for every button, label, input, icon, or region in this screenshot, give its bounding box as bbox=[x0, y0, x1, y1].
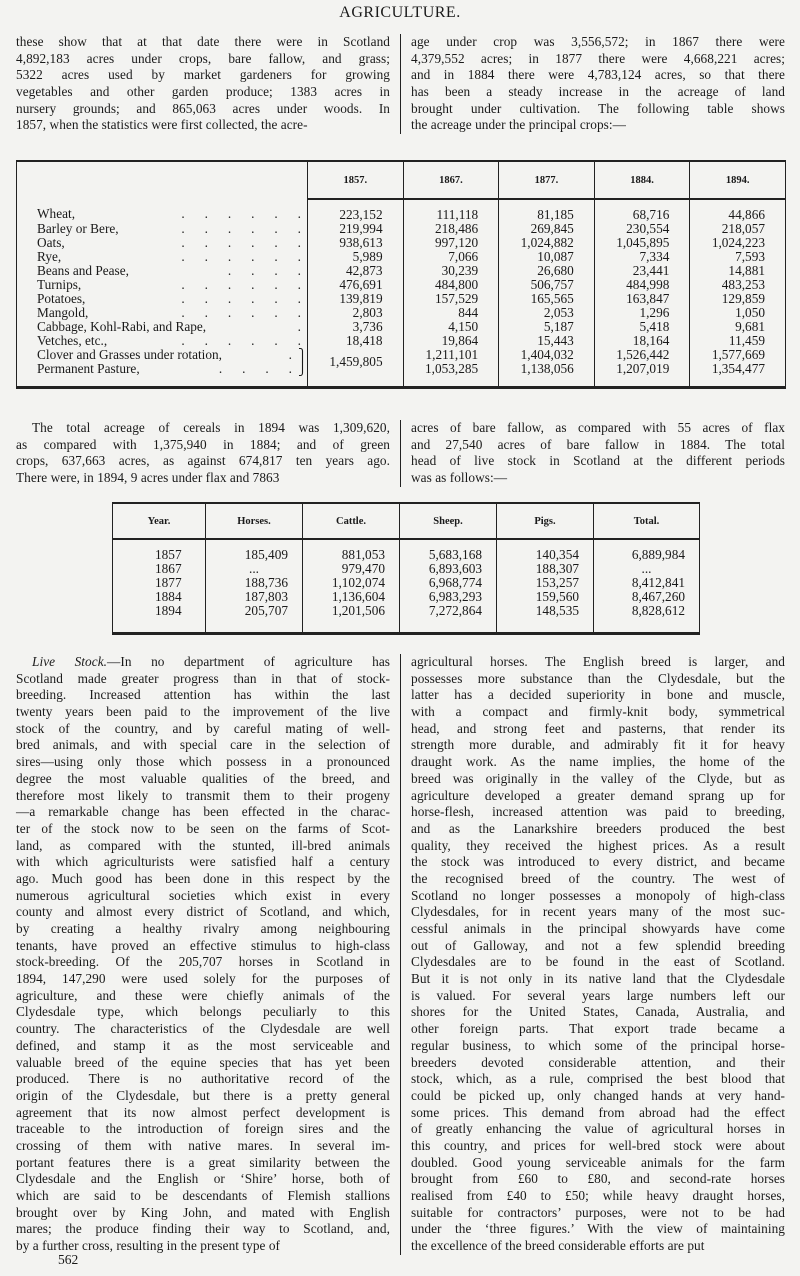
crop-value-cell: 938,613 bbox=[308, 236, 404, 250]
crop-value-cell: 1,526,442 bbox=[594, 348, 690, 362]
leader-dots: . bbox=[288, 347, 292, 362]
text-line: breeders devoted considerable attention, and their bbox=[411, 1054, 785, 1070]
text-line: portant features there is a great similarity between the bbox=[16, 1154, 390, 1170]
livestock-value-cell: 8,412,841 bbox=[594, 576, 700, 590]
leader-dots: . . . . . . bbox=[181, 249, 301, 264]
text-line: 1857, when the statistics were first collected, the acre- bbox=[16, 117, 308, 133]
crops-table-corner bbox=[17, 161, 308, 199]
livestock-col-header: Year. bbox=[113, 503, 206, 539]
text-line: crops, 637,663 acres, as against 674,817 ten years ago. bbox=[16, 453, 390, 469]
livestock-value-cell: 153,257 bbox=[497, 576, 594, 590]
crop-value-cell: 1,050 bbox=[690, 306, 786, 320]
livestock-value-cell: ... bbox=[206, 562, 303, 576]
text-line: other foreign parts. That export trade became a bbox=[411, 1021, 785, 1037]
crop-name: Oats, bbox=[37, 235, 65, 250]
text-line: the acreage under the principal crops:— bbox=[411, 117, 626, 133]
crops-table-row bbox=[17, 292, 786, 306]
livestock-col-header: Cattle. bbox=[303, 503, 400, 539]
crop-value-cell: 23,441 bbox=[594, 264, 690, 278]
crop-value-cell: 2,053 bbox=[499, 306, 595, 320]
crop-value-cell: 997,120 bbox=[403, 236, 499, 250]
livestock-table-header-row bbox=[113, 503, 700, 539]
text-line: suitable for contractors’ purposes, were not to be had bbox=[411, 1204, 785, 1220]
text-line: mares; the produce finding their way to Scotland, and, bbox=[16, 1221, 390, 1237]
text-line: brought under cultivation. The following table shows bbox=[411, 100, 785, 116]
text-line: land, as compared with the stunted, ill-bred animals bbox=[16, 837, 390, 853]
text-line: head of live stock in Scotland at the different periods bbox=[411, 453, 785, 469]
livestock-col-header: Total. bbox=[594, 503, 700, 539]
livestock-value-cell: 6,983,293 bbox=[400, 590, 497, 604]
text-line: crossing of them with native mares. In several im- bbox=[16, 1137, 390, 1153]
leader-dots: . . . . bbox=[218, 361, 292, 376]
crop-value-cell: 18,164 bbox=[594, 334, 690, 348]
text-line: which are said to be descendants of Flemish stallions bbox=[16, 1188, 390, 1203]
crop-value-cell: 5,418 bbox=[594, 320, 690, 334]
crop-label-cell bbox=[17, 334, 308, 348]
crop-value-cell: 4,150 bbox=[403, 320, 499, 334]
text-line: these show that at that date there were in Scotland bbox=[16, 34, 390, 49]
text-line: the recognised breed of the country. The west of bbox=[411, 870, 785, 886]
crop-value-cell: 1,296 bbox=[594, 306, 690, 320]
livestock-value-cell: ... bbox=[594, 562, 700, 576]
crops-table-row bbox=[17, 306, 786, 320]
text-line: degree the most valuable qualities of the breed, and bbox=[16, 770, 390, 786]
crops-table-row bbox=[17, 264, 786, 278]
crops-table-header-row bbox=[17, 161, 786, 199]
crops-col-header: 1884. bbox=[594, 161, 690, 199]
crop-value-cell: 15,443 bbox=[499, 334, 595, 348]
year-cell: 1867 bbox=[155, 561, 182, 576]
text-line: has been a steady increase in the acreage of land bbox=[411, 84, 785, 100]
livestock-value-cell: 8,828,612 bbox=[594, 604, 700, 618]
livestock-table-row bbox=[113, 604, 700, 618]
crop-value-cell: 44,866 bbox=[690, 199, 786, 222]
text-line: Clydesdales are to be found in the east of Scotland. bbox=[411, 954, 785, 970]
crop-value-cell: 14,881 bbox=[690, 264, 786, 278]
livestock-value-cell: 185,409 bbox=[206, 539, 303, 562]
text-line: produced. There is no authoritative record of the bbox=[16, 1071, 390, 1087]
year-cell: 1894 bbox=[155, 603, 182, 618]
crop-value-cell: 1,138,056 bbox=[499, 362, 595, 376]
text-line: agreement that its now almost perfect development is bbox=[16, 1104, 390, 1120]
livestock-value-cell: 6,968,774 bbox=[400, 576, 497, 590]
text-line: could be picked up, only changed hands at very hand- bbox=[411, 1087, 785, 1103]
text-line: this country, and prices for well-bred stock were about bbox=[411, 1137, 785, 1153]
intro-section bbox=[16, 34, 790, 134]
text-line: There were, in 1894, 9 acres under flax and 7863 bbox=[16, 470, 280, 486]
crop-value-cell: 30,239 bbox=[403, 264, 499, 278]
text-line: regular business, to which some of the principal horse- bbox=[411, 1037, 785, 1053]
text-line: twenty years been paid to the improvement of the live bbox=[16, 704, 390, 720]
text-line: breed was originally in the valley of the Clyde, but as bbox=[411, 770, 785, 786]
text-line: Clydesdales, for in recent years many of the most suc- bbox=[411, 904, 785, 920]
crop-value-cell: 484,998 bbox=[594, 278, 690, 292]
crop-value-cell: 111,118 bbox=[403, 199, 499, 222]
livestock-col-header: Pigs. bbox=[497, 503, 594, 539]
year-cell: 1884 bbox=[155, 589, 182, 604]
text-line: with which agriculturists were satisfied half a century bbox=[16, 854, 390, 870]
crops-acreage-table bbox=[16, 160, 786, 389]
crop-value-cell: 139,819 bbox=[308, 292, 404, 306]
leader-dots: . . . . . . bbox=[181, 305, 301, 320]
text-line: latter has a decided superiority in bone and muscle, bbox=[411, 687, 785, 703]
crop-value-cell: 7,066 bbox=[403, 250, 499, 264]
crop-value-cell: 218,486 bbox=[403, 222, 499, 236]
crop-value-cell: 1,024,223 bbox=[690, 236, 786, 250]
text-line: draught work. As the name implies, the home of the bbox=[411, 754, 785, 770]
livestock-value-cell: 188,307 bbox=[497, 562, 594, 576]
text-line: —a remarkable change has been effected in the charac- bbox=[16, 804, 390, 820]
livestock-value-cell: 881,053 bbox=[303, 539, 400, 562]
text-line: and in 1884 there were 4,783,124 acres, so that there bbox=[411, 67, 785, 83]
text-line: with a compact and firmly-knit body, symmetrical bbox=[411, 704, 785, 720]
text-line: ter of the stock now to be seen on the farms of Scot- bbox=[16, 820, 390, 836]
text-line: bred animals, and with special care in the selection of bbox=[16, 737, 390, 753]
text-line: Scotland made greater progress than in that of stock- bbox=[16, 670, 390, 686]
year-cell: 1877 bbox=[155, 575, 182, 590]
crop-value-cell: 3,736 bbox=[308, 320, 404, 334]
text-line: 5322 acres used by market gardeners for growing bbox=[16, 67, 390, 83]
text-line: some prices. This demand from abroad had the effect bbox=[411, 1104, 785, 1120]
text-line: cessful animals in the principal showyards have come bbox=[411, 921, 785, 936]
livestock-value-cell: 6,893,603 bbox=[400, 562, 497, 576]
crop-value-cell: 68,716 bbox=[594, 199, 690, 222]
livestock-value-cell: 148,535 bbox=[497, 604, 594, 618]
text-line: quality, they received the highest prices. As a result bbox=[411, 837, 785, 853]
crops-table-row bbox=[17, 222, 786, 236]
crop-value-cell-combined: 1,459,805 bbox=[308, 348, 404, 376]
text-line: Scotland no longer possesses a monopoly of high-class bbox=[411, 887, 785, 903]
crop-value-cell: 844 bbox=[403, 306, 499, 320]
crop-value-cell: 484,800 bbox=[403, 278, 499, 292]
text-line: is valued. For several years large numbers left our bbox=[411, 987, 785, 1003]
livestock-value-cell: 187,803 bbox=[206, 590, 303, 604]
crop-value-cell: 230,554 bbox=[594, 222, 690, 236]
text-line: agriculture, and these were chiefly animals of the bbox=[16, 987, 390, 1003]
livestock-value-cell: 1,136,604 bbox=[303, 590, 400, 604]
crop-label-cell bbox=[17, 362, 308, 376]
live-stock-first-line bbox=[16, 654, 390, 671]
livestock-value-cell: 1,201,506 bbox=[303, 604, 400, 618]
crop-value-cell: 7,593 bbox=[690, 250, 786, 264]
text-line: head, and strong feet and pasterns, that render its bbox=[411, 720, 785, 736]
livestock-value-cell: 5,683,168 bbox=[400, 539, 497, 562]
text-line: stock of the country, and by careful mating of well- bbox=[16, 720, 390, 736]
crop-value-cell: 165,565 bbox=[499, 292, 595, 306]
text-line: realised from £40 to £50; while heavy draught horses, bbox=[411, 1188, 785, 1203]
crops-col-header: 1894. bbox=[690, 161, 786, 199]
text-line: shores for the United States, Canada, Australia, and bbox=[411, 1004, 785, 1020]
text-line: nursery grounds; and 865,063 acres under woods. In bbox=[16, 100, 390, 116]
crop-value-cell: 18,418 bbox=[308, 334, 404, 348]
crop-label-cell bbox=[17, 320, 308, 334]
middle-section bbox=[16, 420, 790, 487]
crops-table-row bbox=[17, 236, 786, 250]
text-line: and as the Lanarkshire breeders produced the best bbox=[411, 820, 785, 836]
crop-value-cell: 11,459 bbox=[690, 334, 786, 348]
crop-name: Barley or Bere, bbox=[37, 221, 119, 236]
live-stock-section bbox=[16, 654, 790, 1255]
text-line: by creating a healthy rivalry among neighbouring bbox=[16, 921, 390, 936]
crop-value-cell: 1,207,019 bbox=[594, 362, 690, 376]
crop-label-cell bbox=[17, 278, 308, 292]
crop-name: Beans and Pease, bbox=[37, 263, 129, 278]
text-line: of greatly enhancing the value of agricultural horses in bbox=[411, 1121, 785, 1137]
crops-table-row bbox=[17, 250, 786, 264]
leader-dots: . . . . . . bbox=[181, 235, 301, 250]
year-cell: 1857 bbox=[155, 547, 182, 562]
crop-value-cell: 269,845 bbox=[499, 222, 595, 236]
livestock-value-cell: 140,354 bbox=[497, 539, 594, 562]
livestock-value-cell: 1,102,074 bbox=[303, 576, 400, 590]
crops-table-row bbox=[17, 334, 786, 348]
crop-value-cell: 1,354,477 bbox=[690, 362, 786, 376]
crops-table-row bbox=[17, 278, 786, 292]
crop-value-cell: 1,045,895 bbox=[594, 236, 690, 250]
crop-value-cell: 1,024,882 bbox=[499, 236, 595, 250]
intro-left-column bbox=[16, 34, 400, 134]
text-line: agriculture developed a greater demand sprang up for bbox=[411, 787, 785, 803]
text-line: possesses more substance than the Clydesdale, but the bbox=[411, 670, 785, 686]
leader-dots: . bbox=[297, 319, 301, 334]
page-number: 562 bbox=[58, 1252, 79, 1267]
leader-dots: . . . . . . bbox=[181, 333, 301, 348]
first-line-text: —In no department of agriculture has bbox=[107, 654, 390, 669]
crop-value-cell: 223,152 bbox=[308, 199, 404, 222]
crop-value-cell: 219,994 bbox=[308, 222, 404, 236]
crops-table-row bbox=[17, 199, 786, 222]
text-line: county and almost every district of Scotland, and which, bbox=[16, 904, 390, 920]
crop-value-cell: 476,691 bbox=[308, 278, 404, 292]
intro-right-column bbox=[400, 34, 785, 134]
livestock-table-spacer bbox=[113, 618, 700, 634]
crops-table-row bbox=[17, 348, 786, 362]
crops-col-header: 1877. bbox=[499, 161, 595, 199]
text-line: age under crop was 3,556,572; in 1867 there were bbox=[411, 34, 785, 49]
crop-value-cell: 10,087 bbox=[499, 250, 595, 264]
crops-col-header: 1867. bbox=[403, 161, 499, 199]
text-line: country. The characteristics of the Clydesdale are well bbox=[16, 1021, 390, 1037]
crop-value-cell: 42,873 bbox=[308, 264, 404, 278]
text-line: vegetables and other garden produce; 1383 acres in bbox=[16, 84, 390, 100]
text-line: Clydesdale and the English or ‘Shire’ horse, both of bbox=[16, 1171, 390, 1187]
crop-value-cell: 26,680 bbox=[499, 264, 595, 278]
crop-label-cell bbox=[17, 264, 308, 278]
crop-name: Mangold, bbox=[37, 305, 89, 320]
leader-dots: . . . . . . bbox=[181, 291, 301, 306]
brace-icon: ⎭ bbox=[298, 362, 307, 376]
livestock-table-row bbox=[113, 590, 700, 604]
livestock-value-cell: 188,736 bbox=[206, 576, 303, 590]
text-line: 1894, 147,290 were used solely for the purposes of bbox=[16, 971, 390, 987]
crop-label-cell bbox=[17, 306, 308, 320]
text-line: tenants, have proved an effective stimulus to high-class bbox=[16, 937, 390, 953]
crop-value-cell: 1,053,285 bbox=[403, 362, 499, 376]
crop-value-cell: 7,334 bbox=[594, 250, 690, 264]
text-line: breeding. Increased attention has within the last bbox=[16, 687, 390, 703]
crop-value-cell: 1,211,101 bbox=[403, 348, 499, 362]
leader-dots: . . . . . . bbox=[181, 206, 301, 221]
text-line: 4,379,552 acres; in 1877 there were 4,668,221 acres; bbox=[411, 50, 785, 66]
crop-label-cell bbox=[17, 199, 308, 222]
crop-value-cell: 81,185 bbox=[499, 199, 595, 222]
crop-value-cell: 506,757 bbox=[499, 278, 595, 292]
text-line: under the ‘three figures.’ With the view of maintaining bbox=[411, 1221, 785, 1237]
livestock-value-cell: 7,272,864 bbox=[400, 604, 497, 618]
text-line: strength more durable, and admirably fit it for heavy bbox=[411, 737, 785, 753]
crop-value-cell: 5,187 bbox=[499, 320, 595, 334]
text-line: stock-breeding. Of the 205,707 horses in Scotland in bbox=[16, 954, 390, 970]
text-line: as compared with 1,375,940 in 1884; and of green bbox=[16, 436, 390, 452]
text-line: The total acreage of cereals in 1894 was 1,309,620, bbox=[32, 420, 390, 435]
livestock-table bbox=[112, 502, 700, 635]
crops-col-header: 1857. bbox=[308, 161, 404, 199]
section-lead: Live Stock. bbox=[32, 654, 108, 669]
brace-icon: ⎫ bbox=[298, 348, 307, 362]
text-line: was as follows:— bbox=[411, 470, 508, 486]
text-line: therefore most likely to transmit them to their progeny bbox=[16, 787, 390, 803]
livestock-value-cell: 8,467,260 bbox=[594, 590, 700, 604]
livestock-table-row bbox=[113, 562, 700, 576]
crop-label-cell bbox=[17, 348, 308, 362]
crop-label-cell bbox=[17, 292, 308, 306]
text-line: and 27,540 acres of bare fallow in 1884. The total bbox=[411, 436, 785, 452]
text-line: stock, which, as a rule, comprised the best blood that bbox=[411, 1071, 785, 1087]
text-line: brought from £60 to £80, and second-rate horses bbox=[411, 1171, 785, 1187]
crop-value-cell: 483,253 bbox=[690, 278, 786, 292]
text-line: the excellence of the breed considerable efforts are put bbox=[411, 1238, 705, 1254]
live-stock-right-column bbox=[400, 654, 785, 1255]
text-line: agricultural horses. The English breed is larger, and bbox=[411, 654, 785, 669]
page-title: AGRICULTURE. bbox=[339, 4, 461, 21]
text-line: by a further cross, resulting in the present type of bbox=[16, 1238, 281, 1254]
crop-name: Permanent Pasture, bbox=[37, 361, 140, 376]
text-line: origin of the Clydesdale, but there is a pretty general bbox=[16, 1087, 390, 1103]
leader-dots: . . . . bbox=[227, 263, 301, 278]
text-line: defined, and stamp it as the most serviceable and bbox=[16, 1037, 390, 1053]
livestock-value-cell: 979,470 bbox=[303, 562, 400, 576]
crop-name: Wheat, bbox=[37, 206, 76, 221]
crop-name: Cabbage, Kohl-Rabi, and Rape, bbox=[37, 319, 207, 334]
text-line: out of Galloway, and not a few splendid breeding bbox=[411, 937, 785, 953]
live-stock-left-column bbox=[16, 654, 400, 1255]
crop-value-cell: 5,989 bbox=[308, 250, 404, 264]
text-line: brought over by King John, and mated with English bbox=[16, 1204, 390, 1220]
crop-name: Potatoes, bbox=[37, 291, 86, 306]
livestock-table-row bbox=[113, 539, 700, 562]
crop-value-cell: 157,529 bbox=[403, 292, 499, 306]
crop-name: Turnips, bbox=[37, 277, 82, 292]
text-line: doubled. Good young serviceable animals for the farm bbox=[411, 1154, 785, 1170]
text-line: horse-flesh, increased attention was paid to breeding, bbox=[411, 804, 785, 820]
text-line: Clydesdale type, which belongs peculiarly to this bbox=[16, 1004, 390, 1020]
text-line: the stock was introduced to every district, and became bbox=[411, 854, 785, 870]
text-line: sires—using only those which possess in a pronounced bbox=[16, 754, 390, 770]
livestock-col-header: Horses. bbox=[206, 503, 303, 539]
crop-value-cell: 1,404,032 bbox=[499, 348, 595, 362]
livestock-value-cell: 6,889,984 bbox=[594, 539, 700, 562]
crops-table-spacer bbox=[17, 376, 786, 388]
crop-value-cell: 9,681 bbox=[690, 320, 786, 334]
leader-dots: . . . . . . bbox=[181, 221, 301, 236]
crop-label-cell bbox=[17, 250, 308, 264]
livestock-value-cell: 205,707 bbox=[206, 604, 303, 618]
text-line: numerous agricultural societies which exist in every bbox=[16, 887, 390, 903]
text-line: acres of bare fallow, as compared with 55 acres of flax bbox=[411, 420, 785, 435]
crop-value-cell: 163,847 bbox=[594, 292, 690, 306]
crop-name: Vetches, etc., bbox=[37, 333, 108, 348]
crops-table-row bbox=[17, 320, 786, 334]
middle-left-column bbox=[16, 420, 400, 487]
text-line: traceable to the introduction of foreign sires and the bbox=[16, 1121, 390, 1137]
middle-right-column bbox=[400, 420, 785, 487]
text-line: 4,892,183 acres under crops, bare fallow, and grass; bbox=[16, 50, 390, 66]
crop-name: Rye, bbox=[37, 249, 62, 264]
crop-value-cell: 19,864 bbox=[403, 334, 499, 348]
crop-value-cell: 2,803 bbox=[308, 306, 404, 320]
crop-value-cell: 1,577,669 bbox=[690, 348, 786, 362]
crop-label-cell bbox=[17, 222, 308, 236]
crop-name: Clover and Grasses under rotation, bbox=[37, 347, 223, 362]
livestock-table-row bbox=[113, 576, 700, 590]
crop-label-cell bbox=[17, 236, 308, 250]
livestock-col-header: Sheep. bbox=[400, 503, 497, 539]
crop-value-cell: 129,859 bbox=[690, 292, 786, 306]
text-line: But it is not only in its native land that the Clydesdale bbox=[411, 971, 785, 987]
crop-value-cell: 218,057 bbox=[690, 222, 786, 236]
livestock-value-cell: 159,560 bbox=[497, 590, 594, 604]
leader-dots: . . . . . . bbox=[181, 277, 301, 292]
text-line: valuable breed of the equine species that has yet been bbox=[16, 1054, 390, 1070]
text-line: ago. Much good has been done in this respect by the bbox=[16, 870, 390, 886]
